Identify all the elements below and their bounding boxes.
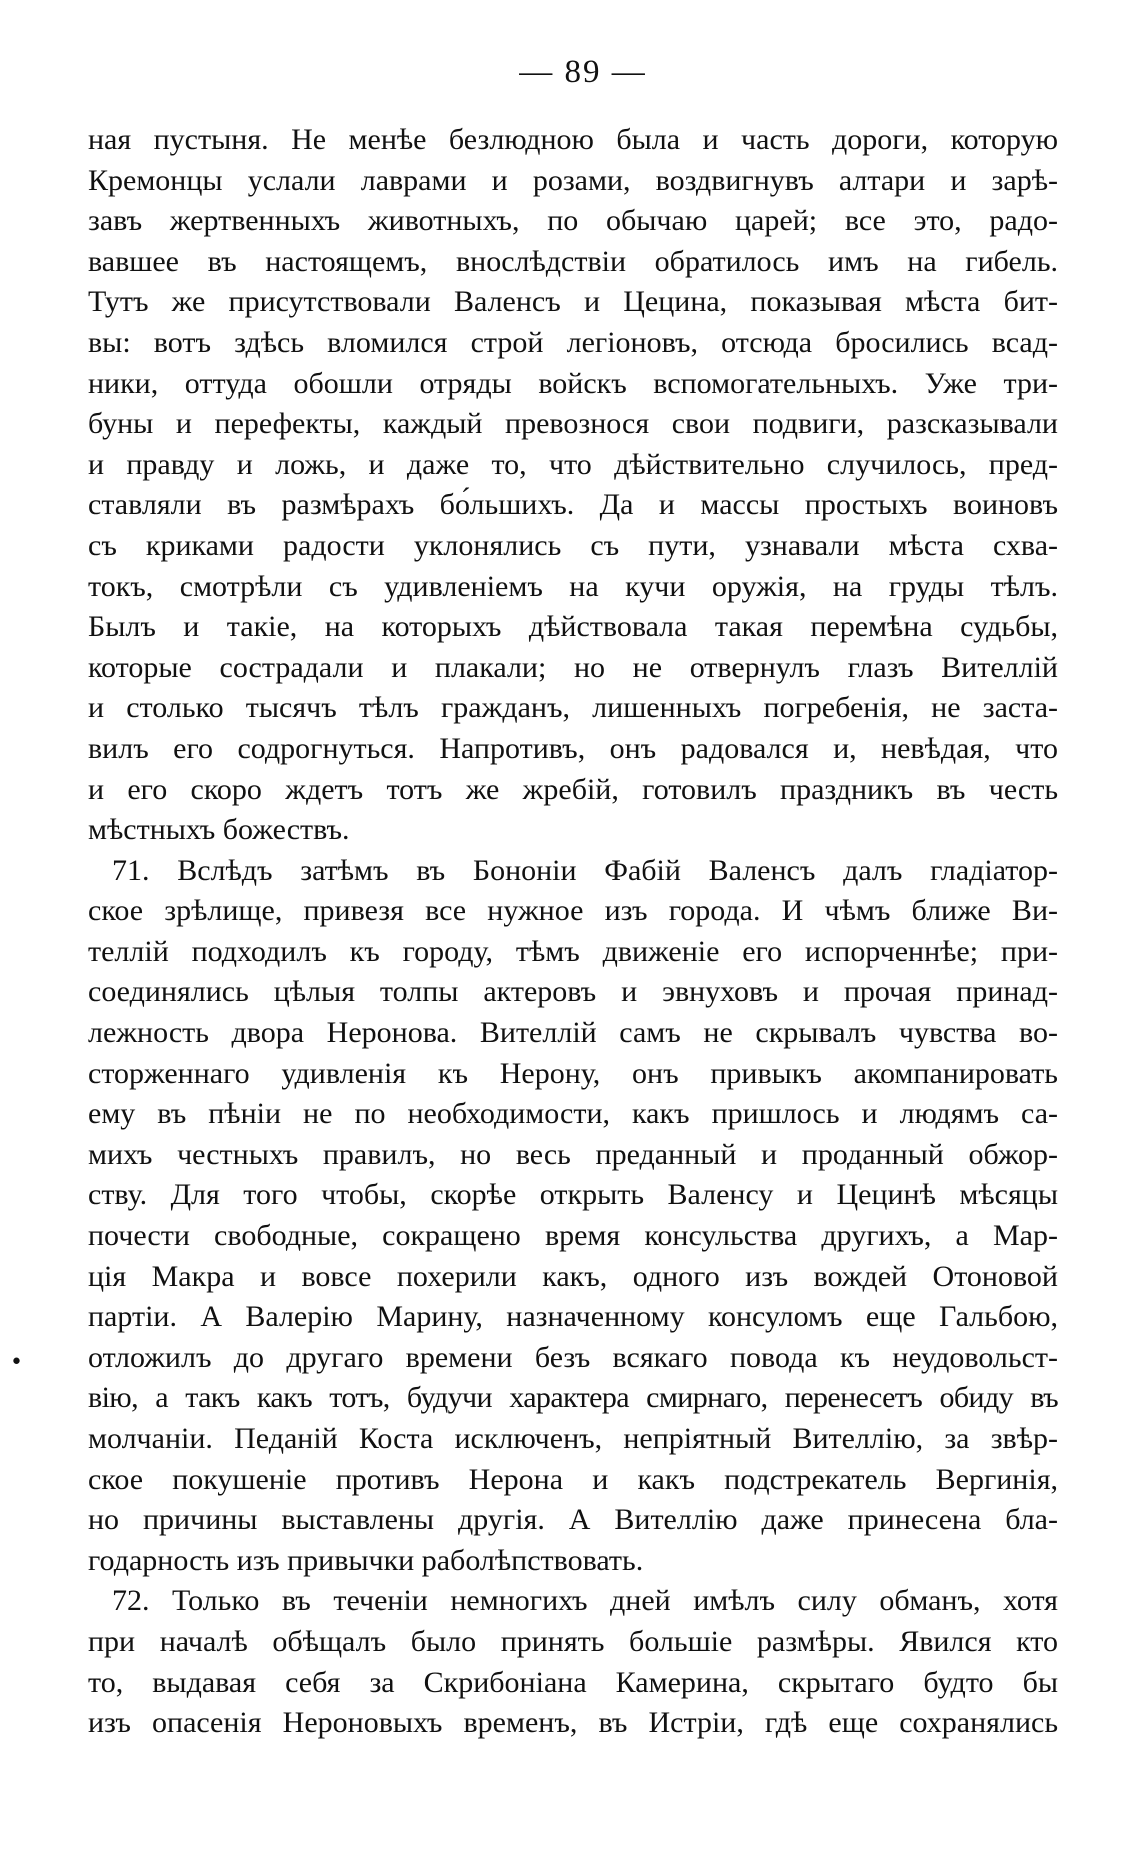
- text-line: но причины выставлены другія. А Вителлію даже принесена бла-: [88, 1503, 1058, 1537]
- text-line: партіи. А Валерію Марину, назначенному консуломъ еще Гальбою,: [88, 1300, 1058, 1334]
- text-line: Тутъ же присутствовали Валенсъ и Цецина, показывая мѣста бит-: [88, 285, 1058, 319]
- text-line: годарность изъ привычки раболѣпствовать.: [88, 1543, 644, 1577]
- text-line: михъ честныхъ правилъ, но весь преданный и проданный обжор-: [88, 1137, 1058, 1171]
- text-line: ставляли въ размѣрахъ бо́льшихъ. Да и массы простыхъ воиновъ: [88, 488, 1058, 522]
- text-line: то, выдавая себя за Скрибоніана Камерина, скрытаго будто бы: [88, 1665, 1058, 1699]
- text-line: соединялись цѣлыя толпы актеровъ и эвнуховъ и прочая принад-: [88, 975, 1058, 1009]
- text-line: мѣстныхъ божествъ.: [88, 813, 350, 847]
- text-line: вилъ его содрогнуться. Напротивъ, онъ радовался и, невѣдая, что: [88, 731, 1058, 765]
- text-line: молчаніи. Педаній Коста исключенъ, непріятный Вителлію, за звѣр-: [88, 1422, 1058, 1455]
- margin-dot: •: [10, 1350, 23, 1375]
- paragraph-71-start: 71. Вслѣдъ затѣмъ въ Бононіи Фабій Валенсъ далъ гладіатор-: [112, 853, 1058, 887]
- text-line: токъ, смотрѣли съ удивленіемъ на кучи оружія, на груды тѣлъ.: [88, 569, 1058, 603]
- text-line: вавшее въ настоящемъ, вноcлѣдствіи обратилось имъ на гибель.: [88, 244, 1058, 278]
- text-line: ему въ пѣніи не по необходимости, какъ пришлось и людямъ са-: [88, 1097, 1058, 1131]
- text-line: и столько тысячъ тѣлъ гражданъ, лишенныхъ погребенія, не заста-: [88, 691, 1058, 725]
- text-line: Кремонцы услали лаврами и розами, воздвигнувъ алтари и зарѣ-: [88, 163, 1058, 197]
- text-line: вію, а такъ какъ тотъ, будучи характера смирнаго, перенесетъ обиду въ: [88, 1381, 1058, 1415]
- text-line: ная пустыня. Не менѣе безлюдною была и часть дороги, которую: [88, 123, 1058, 156]
- text-line: съ криками радости уклонялись съ пути, узнавали мѣста схва-: [88, 528, 1058, 562]
- text-line: лежность двора Неронова. Вителлій самъ не скрывалъ чувства во-: [88, 1016, 1058, 1050]
- text-line: сторженнаго удивленія къ Нерону, онъ привыкъ акомпанировать: [88, 1056, 1058, 1090]
- text-line: и правду и ложь, и даже то, что дѣйствительно случилось, пред-: [88, 447, 1058, 481]
- paragraph-72-start: 72. Только въ теченіи немногихъ дней имѣлъ силу обманъ, хотя: [112, 1584, 1058, 1618]
- text-line: ству. Для того чтобы, скорѣе открыть Валенсу и Цецинѣ мѣсяцы: [88, 1178, 1058, 1212]
- page-number: — 89 —: [519, 54, 647, 90]
- text-line: которые сострадали и плакали; но не отвернулъ глазъ Вителлій: [88, 650, 1058, 684]
- text-line: ское покушеніе противъ Нерона и какъ подстрекатель Вергинія,: [88, 1462, 1058, 1496]
- text-line: изъ опасенія Нероновыхъ временъ, въ Истріи, гдѣ еще сохранялись: [88, 1706, 1058, 1740]
- text-line: Былъ и такіе, на которыхъ дѣйствовала такая перемѣна судьбы,: [88, 610, 1058, 644]
- text-line: теллій подходилъ къ городу, тѣмъ движеніе его испорченнѣе; при-: [88, 934, 1058, 968]
- text-line: при началѣ обѣщалъ было принять большіе размѣры. Явился кто: [88, 1624, 1058, 1658]
- text-line: почести свободные, сокращено время консульства другихъ, а Мар-: [88, 1219, 1058, 1253]
- text-line: завъ жертвенныхъ животныхъ, по обычаю царей; все это, радо-: [88, 204, 1058, 238]
- text-line: вы: вотъ здѣсь вломился строй легіоновъ, отсюда бросились всад-: [88, 325, 1058, 359]
- text-line: буны и перефекты, каждый превознося свои подвиги, разсказывали: [88, 407, 1058, 441]
- text-line: ники, оттуда обошли отряды войскъ вспомогательныхъ. Уже три-: [88, 366, 1058, 400]
- text-line: ское зрѣлище, привезя все нужное изъ города. И чѣмъ ближе Ви-: [88, 894, 1058, 928]
- text-line: отложилъ до другаго времени безъ всякаго повода къ неудовольст-: [88, 1340, 1058, 1374]
- body-text: [88, 120, 1058, 1744]
- text-line: и его скоро ждетъ тотъ же жребій, готовилъ праздникъ въ честь: [88, 772, 1058, 806]
- text-line: ція Макра и вовсе похерили какъ, одного изъ вождей Отоновой: [88, 1259, 1058, 1293]
